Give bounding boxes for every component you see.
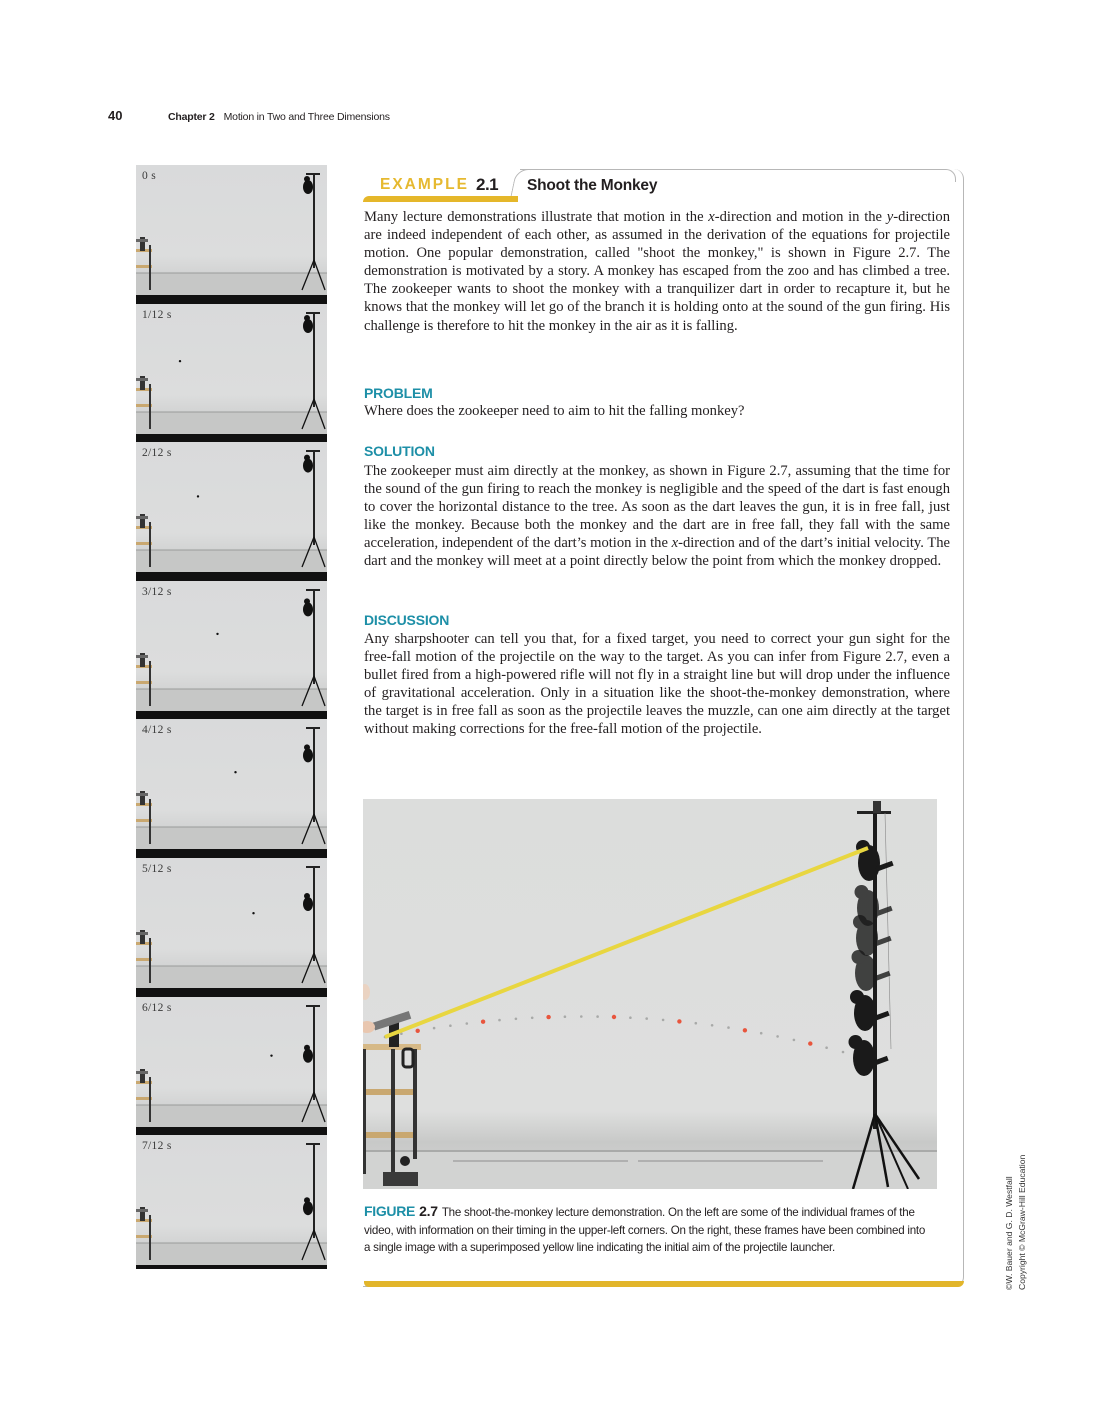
dart-ghost bbox=[727, 1026, 730, 1029]
dart-ghost bbox=[580, 1015, 583, 1018]
frame-timestamp: 1/12 s bbox=[142, 308, 172, 321]
projectile-launcher bbox=[363, 984, 413, 1067]
problem-heading: PROBLEM bbox=[364, 385, 433, 401]
dart bbox=[197, 495, 199, 497]
dart-ghost bbox=[711, 1024, 714, 1027]
frame-scene bbox=[136, 997, 327, 1127]
monkey bbox=[303, 1197, 313, 1215]
frame-timestamp: 7/12 s bbox=[142, 1140, 172, 1153]
frame-timestamp: 3/12 s bbox=[142, 585, 172, 598]
monkey-snapshot bbox=[852, 950, 891, 991]
dart-marker bbox=[677, 1019, 681, 1023]
frame-timestamp: 0 s bbox=[142, 170, 157, 182]
chapter-label: Chapter 2 bbox=[168, 111, 215, 123]
frame-timestamp: 4/12 s bbox=[142, 724, 172, 737]
dart-ghost bbox=[776, 1035, 779, 1038]
dart-ghost bbox=[498, 1019, 501, 1022]
running-header bbox=[108, 108, 390, 126]
video-frame bbox=[136, 165, 327, 295]
frame-scene bbox=[136, 304, 327, 434]
dart-marker bbox=[416, 1029, 420, 1033]
monkey bbox=[303, 315, 313, 333]
dart-ghost bbox=[645, 1017, 648, 1020]
frame-scene bbox=[136, 1135, 327, 1265]
dart-ghost bbox=[466, 1022, 469, 1025]
frame-scene bbox=[136, 858, 327, 988]
figure-caption-text: The shoot-the-monkey lecture demonstration. On the left are some of the individual frames of the video, with information on their timing in the upper-left corners. On the right, these frames have been combined into a single image with a superimposed yellow line indicating the initial aim of the projectile launcher. bbox=[364, 1206, 926, 1255]
example-label-underbar bbox=[363, 196, 518, 202]
dart-ghost bbox=[793, 1039, 796, 1042]
monkey-snapshot bbox=[849, 1035, 889, 1076]
example-intro-paragraph: Many lecture demonstrations illustrate that motion in the x-direction and motion in the y-direction are indeed independent of each other, as assumed in the derivation of the equations for projectile motion. One popular demonstration, called "shoot the monkey," is shown in Figure 2.7. The demonstration is motivated by a story. A monkey has escaped from the zoo and has climbed a tree. The zookeeper wants to shoot the monkey with a tranquilizer dart in order to recapture it, but he knows that the monkey will let go of the branch it is holding onto at the sound of the gun firing. His challenge is therefore to hit the monkey in the air as it is falling. bbox=[364, 209, 950, 334]
video-frame bbox=[136, 1135, 327, 1265]
dart-ghost bbox=[596, 1015, 599, 1018]
dart-ghost bbox=[760, 1032, 763, 1035]
stand bbox=[302, 727, 325, 844]
photo-credit bbox=[1003, 1155, 1029, 1290]
italic-variable: y bbox=[886, 209, 894, 225]
stand bbox=[302, 1005, 325, 1122]
floor bbox=[363, 1151, 937, 1189]
figure-number: 2.7 bbox=[419, 1203, 438, 1219]
monkey bbox=[303, 455, 313, 473]
dart-marker bbox=[546, 1015, 550, 1019]
figure-caption bbox=[364, 1203, 934, 1257]
dart-ghost bbox=[564, 1015, 567, 1018]
frame-scene bbox=[136, 581, 327, 711]
dart-marker bbox=[808, 1041, 812, 1045]
video-frame bbox=[136, 719, 327, 849]
credit-authors: ©W. Bauer and G. D. Westfall bbox=[1004, 1176, 1014, 1290]
dart-ghost bbox=[449, 1024, 452, 1027]
video-frame bbox=[136, 858, 327, 988]
solution-text: The zookeeper must aim directly at the monkey, as shown in Figure 2.7, assuming that the time for the sound of the gun firing to reach the monkey is negligible and the speed of the dart is fast enough to cover the horizontal distance to the tree. As soon as the dart leaves the gun, it is in free fall, just like the monkey. Because both the monkey and the dart are in free fall, they fall with the same acceleration, independent of the dart’s motion in the x-direction and of the dart’s initial velocity. The dart and the monkey will meet at a point directly below the point from which the monkey dropped. bbox=[364, 463, 951, 570]
example-number: 2.1 bbox=[476, 175, 499, 194]
example-label: EXAMPLE bbox=[380, 176, 469, 193]
dart-ghost bbox=[842, 1051, 845, 1054]
example-title: Shoot the Monkey bbox=[527, 177, 658, 194]
frame-scene bbox=[136, 165, 327, 295]
video-frame bbox=[136, 997, 327, 1127]
figure-label: FIGURE bbox=[364, 1203, 416, 1219]
dart-ghost bbox=[629, 1016, 632, 1019]
dart bbox=[216, 633, 218, 635]
problem-text: Where does the zookeeper need to aim to hit the falling monkey? bbox=[364, 403, 745, 419]
dart-ghost bbox=[695, 1022, 698, 1025]
monkey bbox=[303, 598, 313, 616]
monkey-snapshot bbox=[850, 990, 890, 1031]
frame-scene bbox=[136, 719, 327, 849]
credit-copyright: Copyright © McGraw-Hill Education bbox=[1017, 1154, 1027, 1290]
figure-composite-photo bbox=[363, 799, 937, 1189]
initial-aim-line bbox=[385, 848, 868, 1037]
dart-ghost bbox=[531, 1017, 534, 1020]
monkey bbox=[303, 745, 313, 763]
composite-photo-drawing bbox=[363, 799, 937, 1189]
dart-ghost bbox=[433, 1027, 436, 1030]
frame-timestamp: 6/12 s bbox=[142, 1001, 172, 1014]
monkey bbox=[303, 176, 313, 194]
dart-marker bbox=[743, 1028, 747, 1032]
dart bbox=[179, 360, 181, 362]
page-number: 40 bbox=[108, 108, 123, 123]
dart-marker bbox=[481, 1020, 485, 1024]
dart-ghost bbox=[825, 1046, 828, 1049]
discussion-heading: DISCUSSION bbox=[364, 612, 450, 628]
discussion-text: Any sharpshooter can tell you that, for a fixed target, you need to correct your gun sight for the free-fall motion of the projectile on the way to the target. As you can infer from Figure 2.7, even a bullet fired from a high-powered rifle will not fly in a straight line but will drop under the influence of gravitational acceleration. Only in a situation like the shoot-the-monkey demonstration, where the target is in free fall as soon as the projectile leaves the muzzle, can one aim directly at the target without making corrections for the free-fall motion of the projectile. bbox=[364, 631, 950, 738]
dart-ghost bbox=[662, 1019, 665, 1022]
italic-variable: x bbox=[671, 535, 679, 552]
example-box-bottom-bar bbox=[364, 1281, 964, 1287]
italic-variable: x bbox=[708, 209, 715, 225]
video-filmstrip bbox=[136, 165, 327, 1269]
solution-heading: SOLUTION bbox=[364, 443, 435, 459]
dart-ghost bbox=[515, 1018, 518, 1021]
frame-timestamp: 2/12 s bbox=[142, 447, 172, 460]
dart-marker bbox=[612, 1015, 616, 1019]
frame-timestamp: 5/12 s bbox=[142, 863, 172, 875]
dart bbox=[252, 912, 254, 914]
chapter-title: Motion in Two and Three Dimensions bbox=[223, 111, 390, 123]
dart bbox=[270, 1054, 272, 1056]
video-frame bbox=[136, 304, 327, 434]
stand bbox=[302, 866, 325, 983]
monkey bbox=[303, 1044, 313, 1062]
dart bbox=[234, 771, 236, 773]
frame-scene bbox=[136, 442, 327, 572]
monkey bbox=[303, 893, 313, 911]
video-frame bbox=[136, 442, 327, 572]
video-frame bbox=[136, 581, 327, 711]
dart-trajectory bbox=[384, 1015, 845, 1054]
